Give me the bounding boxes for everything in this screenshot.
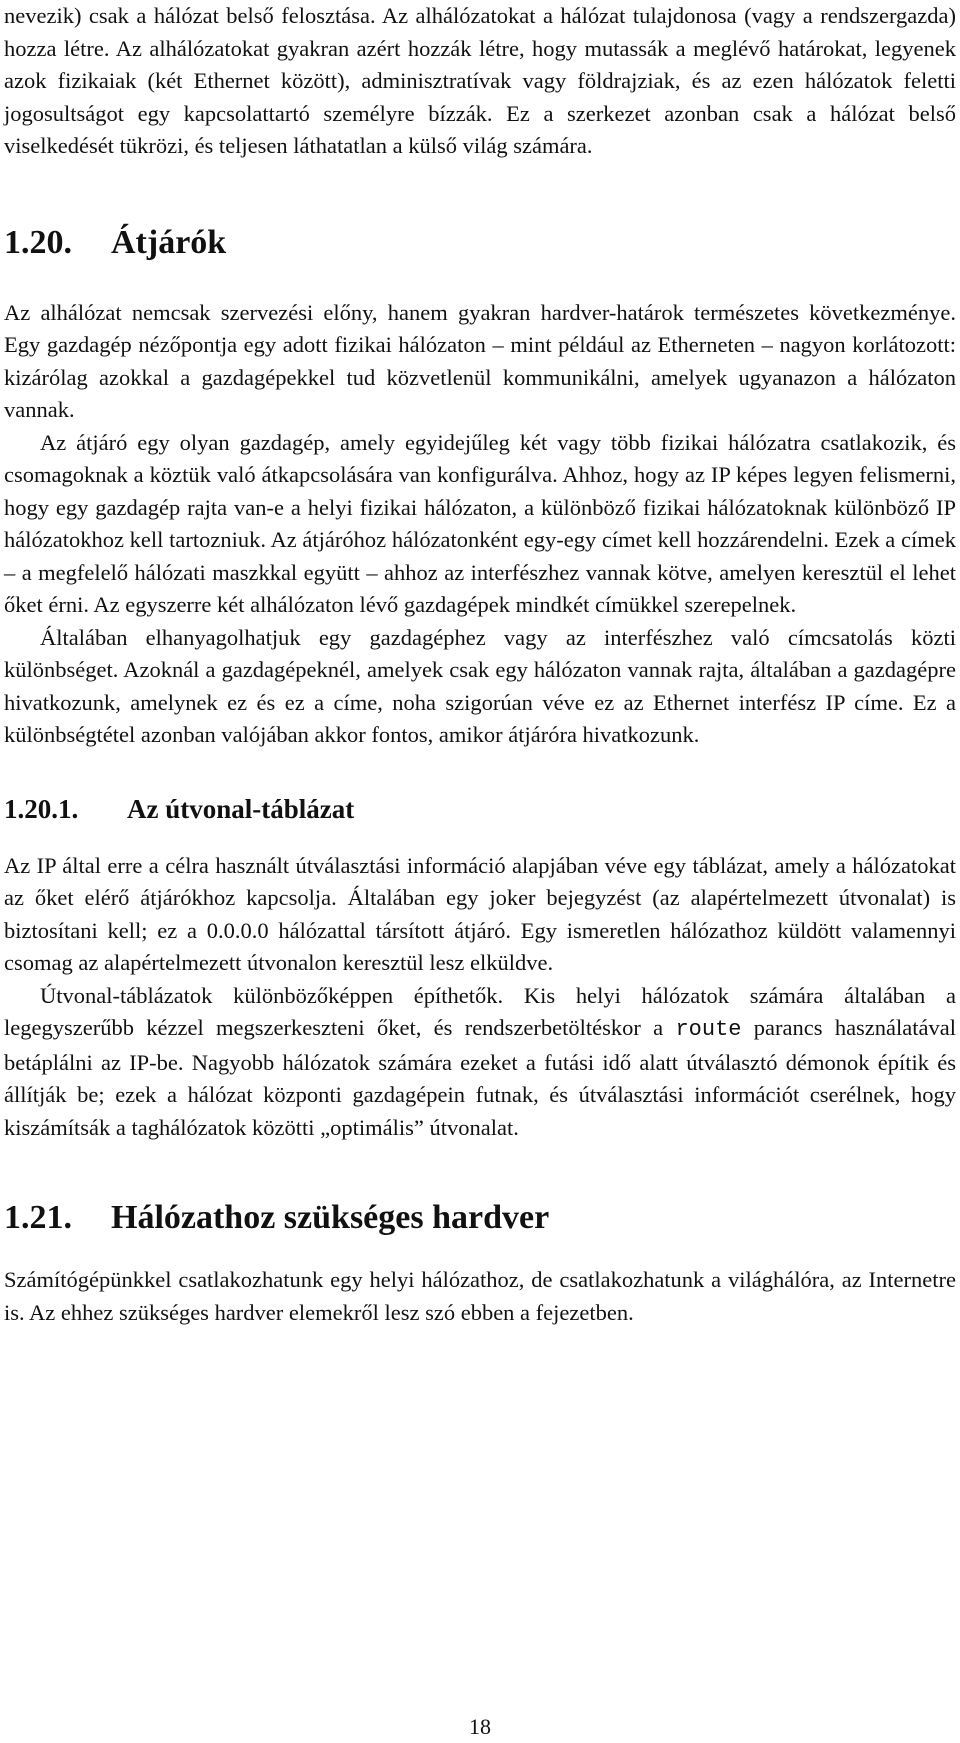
subsection-heading-routing-table (4, 792, 956, 826)
routing-paragraph-2-text-after: parancs használatával betáplálni az IP-be. Nagyobb hálózatok számára ezeket a futási idő alatt útválasztó démonok építik és állítják be; ezek a hálózat központi gazdagépein futnak, és útválasztási információt cserélnek, hogy kiszámítsák a taghálózatok közötti „optimális” útvonalat. (4, 1015, 956, 1140)
section-heading-hardware (4, 1198, 956, 1238)
routing-paragraph-1: Az IP által erre a célra használt útválasztási információ alapjában véve egy táblázat, amely a hálózatokat az őket elérő átjárókhoz kapcsolja. Általában egy joker bejegyzést (az alapértelmezett útvonalat) is biztosítani kell; ez a 0.0.0.0 hálózattal társított átjáró. Egy ismeretlen hálózathoz küldött valamennyi csomag az alapértelmezett útvonalon keresztül lesz elküldve. (4, 852, 956, 975)
gateways-paragraph-3: Általában elhanyagolhatjuk egy gazdagéphez vagy az interfészhez való címcsatolás közti különbséget. Azoknál a gazdagépeknél, amelyek csak egy hálózaton vannak rajta, általában a gazdagépre hivatkozunk, amelynek ez és ez a címe, noha szigorúan véve ez az Ethernet interfész IP címe. Ez a különbségtétel azonban valójában akkor fontos, amikor átjáróra hivatkozunk. (4, 624, 956, 747)
section-number: 1.20. (4, 223, 72, 261)
section-title: Hálózathoz szükséges hardver (111, 1199, 550, 1236)
section-title: Átjárók (111, 223, 227, 261)
hardware-paragraph: Számítógépünkkel csatlakozhatunk egy helyi hálózathoz, de csatlakozhatunk a világhálóra, az Internetre is. Az ehhez szükséges hardver elemekről lesz szó ebben a fejezetben. (4, 1267, 956, 1325)
page-number: 18 (469, 1714, 491, 1739)
routing-paragraph-2-text-before: Útvonal-táblázatok különbözőképpen építhetők. Kis helyi hálózatok számára általában a legegyszerűbb kézzel megszerkeszteni őket, és rendszerbetöltéskor a (4, 982, 956, 1040)
routing-paragraph-2 (4, 980, 956, 1145)
intro-paragraph: nevezik) csak a hálózat belső felosztása. Az alhálózatokat a hálózat tulajdonosa (vagy a rendszergazda) hozza létre. Az alhálózatokat gyakran azért hozzák létre, hogy mutassák a meglévő határokat, legyenek azok fizikaiak (két Ethernet között), adminisztratívak vagy földrajziak, és az ezen hálózatok feletti jogosultságot egy kapcsolattartó személyre bízzák. Ez a szerkezet azonban csak a hálózat belső viselkedését tükrözi, és teljesen láthatatlan a külső világ számára. (4, 3, 956, 158)
route-command-code: route (675, 1017, 742, 1042)
gateways-paragraph-2: Az átjáró egy olyan gazdagép, amely egyidejűleg két vagy több fizikai hálózatra csatlakozik, és csomagoknak a köztük való átkapcsolására van konfigurálva. Ahhoz, hogy az IP képes legyen felismerni, hogy egy gazdagép rajta van-e a helyi fizikai hálózaton, a különböző fizikai hálózatoknak különböző IP hálózatokhoz kell tartozniuk. Az átjáróhoz hálózatonként egy-egy címet kell hozzárendelni. Ezek a címek – a megfelelő hálózati maszkkal együtt – ahhoz az interfészhez vannak kötve, amelyen keresztül el lehet őket érni. Az egyszerre két alhálózaton lévő gazdagépek mindkét címükkel szerepelnek. (4, 429, 956, 617)
subsection-number: 1.20.1. (4, 793, 79, 824)
gateways-paragraph-1: Az alhálózat nemcsak szervezési előny, hanem gyakran hardver-határok természetes következménye. Egy gazdagép nézőpontja egy adott fizikai hálózaton – mint például az Etherneten – nagyon korlátozott: kizárólag azokkal a gazdagépekkel tud közvetlenül kommunikálni, amelyek ugyanazon a hálózaton vannak. (4, 299, 956, 422)
section-number: 1.21. (4, 1199, 72, 1236)
subsection-title: Az útvonal-táblázat (127, 793, 355, 824)
section-heading-gateways (4, 223, 956, 263)
